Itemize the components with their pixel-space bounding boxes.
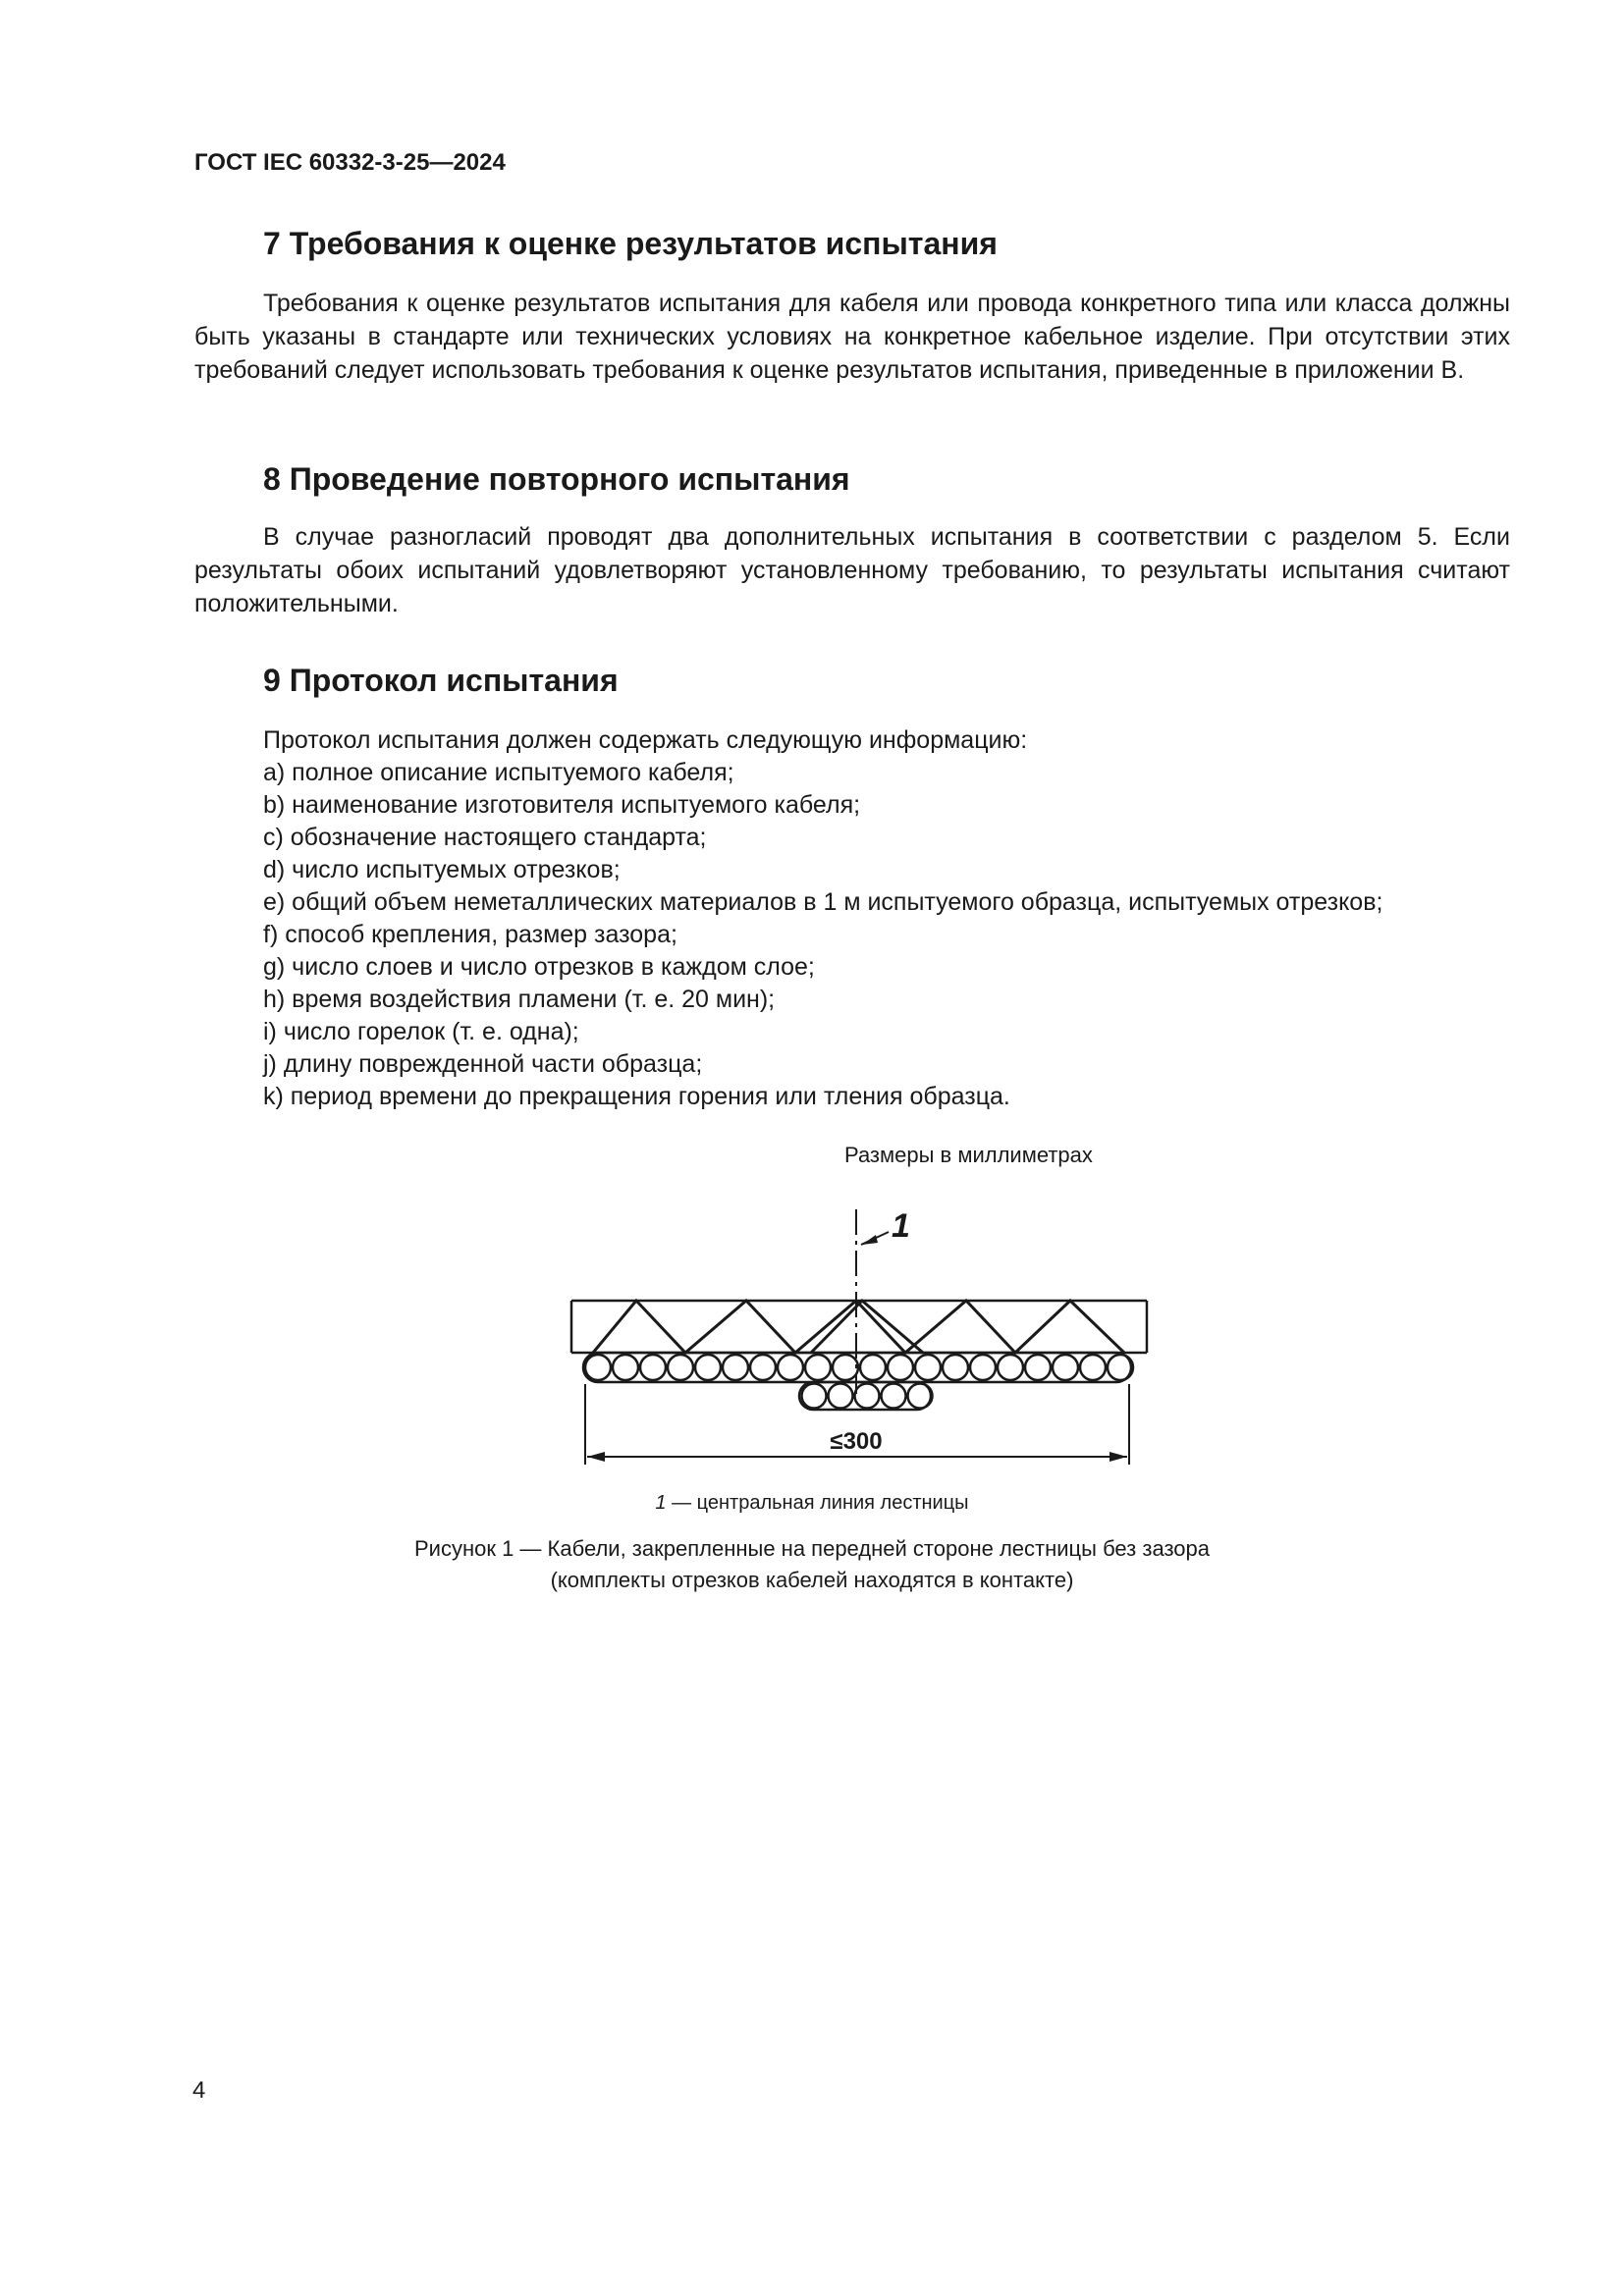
cable-section	[1053, 1355, 1078, 1380]
list-item: e) общий объем неметаллических материалов в 1 м испытуемого образца, испытуемых отрезков;	[263, 888, 1383, 916]
cable-section	[613, 1355, 638, 1380]
figure-caption	[0, 1533, 1624, 1596]
cable-row-lower	[802, 1384, 933, 1409]
section-9-intro: Протокол испытания должен содержать следующую информацию:	[263, 726, 1028, 754]
cable-section	[1108, 1355, 1133, 1380]
cable-section	[888, 1355, 913, 1380]
section-9-title: 9 Протокол испытания	[263, 663, 619, 698]
cable-section	[829, 1384, 853, 1409]
cable-section	[585, 1355, 611, 1380]
dimension-arrow-right	[1110, 1452, 1127, 1462]
section-7-title: 7 Требования к оценке результатов испытания	[263, 226, 998, 261]
ladder-truss	[593, 1301, 1124, 1353]
cable-section	[802, 1384, 827, 1409]
cable-section	[943, 1355, 968, 1380]
list-item: j) длину поврежденной части образца;	[263, 1050, 703, 1078]
cable-section	[833, 1355, 858, 1380]
section-7-body	[194, 287, 1510, 387]
list-item: h) время воздействия пламени (т. е. 20 мин);	[263, 986, 776, 1013]
dimension-arrow-left	[587, 1452, 605, 1462]
figure-dimensions-note: Размеры в миллиметрах	[844, 1143, 1093, 1167]
cable-section	[1080, 1355, 1106, 1380]
section-7-paragraph: Требования к оценке результатов испытания для кабеля или провода конкретного типа или класса должны быть указаны в стандарте или технических условиях на конкретное кабельное изделие. При отсутствии этих требований следует использовать требования к оценке результатов испытания, приведенные в приложении B.	[194, 290, 1510, 384]
cable-section	[778, 1355, 803, 1380]
cable-section	[1025, 1355, 1051, 1380]
cable-row-bottom	[585, 1355, 1133, 1380]
document-header: ГОСТ IEC 60332-3-25—2024	[194, 149, 506, 176]
list-item: i) число горелок (т. е. одна);	[263, 1018, 579, 1045]
cable-section	[882, 1384, 906, 1409]
figure-caption-line-1: Рисунок 1 — Кабели, закрепленные на передней стороне лестницы без зазора	[414, 1536, 1210, 1561]
list-item: k) период времени до прекращения горения или тления образца.	[263, 1083, 1010, 1110]
section-9-list	[263, 724, 1382, 1113]
cable-section	[695, 1355, 721, 1380]
section-8-body	[194, 520, 1510, 620]
list-item: b) наименование изготовителя испытуемого кабеля;	[263, 791, 861, 819]
cable-section	[640, 1355, 666, 1380]
legend-text: — центральная линия лестницы	[666, 1492, 969, 1514]
cable-section	[805, 1355, 831, 1380]
section-8-title: 8 Проведение повторного испытания	[263, 461, 850, 497]
legend-number: 1	[655, 1492, 667, 1514]
cable-section	[915, 1355, 941, 1380]
list-item: f) способ крепления, размер зазора;	[263, 921, 677, 948]
section-8-paragraph: В случае разногласий проводят два дополнительных испытания в соответствии с разделом 5. Если результаты обоих испытаний удовлетворяют установленному требованию, то результаты испытания считают положительными.	[194, 523, 1510, 617]
list-item: d) число испытуемых отрезков;	[263, 856, 621, 883]
page-number: 4	[192, 2077, 206, 2104]
list-item: c) обозначение настоящего стандарта;	[263, 824, 707, 851]
figure-caption-line-2: (комплекты отрезков кабелей находятся в контакте)	[550, 1568, 1074, 1592]
callout-arrowhead	[862, 1235, 878, 1245]
figure-legend	[0, 1492, 1624, 1515]
cable-section	[668, 1355, 693, 1380]
cable-section	[750, 1355, 776, 1380]
cable-section	[998, 1355, 1023, 1380]
cable-ladder-diagram	[550, 1198, 1159, 1492]
list-item: g) число слоев и число отрезков в каждом слое;	[263, 953, 815, 981]
cable-section	[970, 1355, 996, 1380]
cable-section	[908, 1384, 933, 1409]
cable-section	[860, 1355, 886, 1380]
dimension-label: ≤300	[830, 1428, 883, 1455]
cable-section	[723, 1355, 748, 1380]
callout-label: 1	[892, 1207, 910, 1245]
list-item: a) полное описание испытуемого кабеля;	[263, 759, 734, 786]
cable-section	[855, 1384, 880, 1409]
